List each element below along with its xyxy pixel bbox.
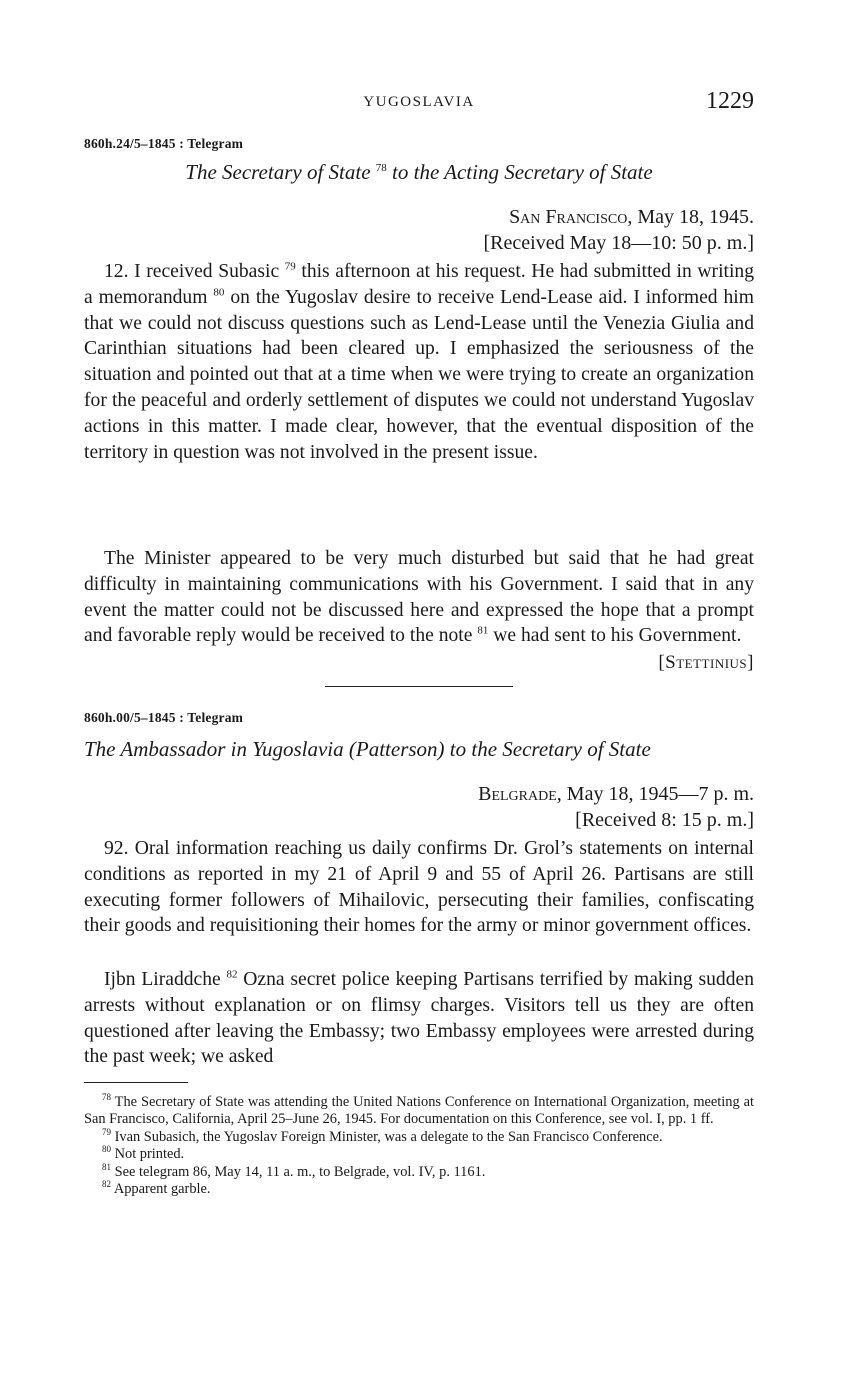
doc1-dateline-place: San Francisco [509, 206, 628, 228]
footnote-ref-80[interactable]: 80 [213, 286, 225, 299]
footnote-number: 78 [102, 1092, 111, 1103]
doc1-p2-a: The Minister appeared to be very much disturbed but said that he had great difficulty in maintaining communications with his Government. I said that in any event the matter could not be discussed here and expressed the hope that a prompt and favorable reply would be received to the note [84, 548, 754, 647]
doc1-p1-c: on the Yugoslav desire to receive Lend-Lease aid. I informed him that we could not discuss questions such as Lend-Lease until the Venezia Giulia and Carinthian situations had been cleared up. I emphasized the seriousness of the situation and pointed out that at a time when we were trying to create an organization for the peaceful and orderly settlement of disputes we could not understand Yugoslav actions in this matter. I made clear, however, that the eventual disposition of the territory in question was not involved in the present issue. [84, 286, 754, 463]
doc2-p2-b: Ozna secret police keeping Partisans terrified by making sudden arrests without explanation or on flimsy charges. Visitors tell us they are often questioned after leaving the Embassy; two Embassy employees were arrested during the past week; we asked [84, 969, 754, 1068]
document-page [84, 0, 754, 1380]
footnote-number: 79 [102, 1127, 111, 1138]
footnote-text: See telegram 86, May 14, 11 a. m., to Belgrade, vol. IV, p. 1161. [114, 1163, 486, 1180]
doc2-title [84, 737, 754, 762]
footnote-text: Apparent garble. [113, 1181, 211, 1198]
doc1-title [84, 160, 754, 185]
doc1-p2-b: we had sent to his Government. [493, 625, 742, 647]
footnote-number: 81 [102, 1161, 111, 1172]
footnote-text: The Secretary of State was attending the United Nations Conference on International Organization, meeting at San Francisco, California, April 25–June 26, 1945. For documentation on this Conference, see vol. I, pp. 1 ff. [84, 1094, 754, 1128]
footnote-ref-82[interactable]: 82 [226, 968, 238, 981]
footnote-text: Not printed. [114, 1146, 185, 1163]
footnote-text: Ivan Subasich, the Yugoslav Foreign Minister, was a delegate to the San Francisco Conference. [114, 1128, 663, 1145]
doc2-p2-a: Ijbn Liraddche [104, 969, 221, 990]
footnote-rule [84, 1082, 188, 1083]
footnotes [84, 1094, 754, 1198]
doc2-dateline-date: , May 18, 1945—7 p. m. [556, 783, 754, 805]
doc1-received: [Received May 18—10: 50 p. m.] [483, 232, 754, 254]
doc1-paragraph-1 [84, 259, 754, 465]
doc2-dateline [478, 781, 754, 833]
footnote-78 [84, 1094, 754, 1129]
doc2-file-reference: 860h.00/5–1845 : Telegram [84, 710, 244, 725]
footnote-81 [84, 1161, 754, 1181]
page-number: 1229 [706, 88, 754, 114]
doc2-title-paren: (Patterson) [348, 737, 445, 761]
section-divider [325, 686, 513, 687]
footnote-82 [84, 1181, 754, 1198]
doc1-dateline-date: , May 18, 1945. [627, 206, 754, 228]
doc1-title-b: to the Acting Secretary of State [392, 160, 653, 184]
page-header [84, 88, 754, 118]
doc2-paragraph-1: 92. Oral information reaching us daily confirms Dr. Grol’s statements on internal conditions as reported in my 21 of April 9 and 55 of April 26. Partisans are still executing former followers of Mihailovic, persecuting their families, confiscating their goods and requisitioning their homes for the army or minor government offices. [84, 838, 754, 937]
doc1-paragraph-2 [84, 546, 754, 649]
footnote-ref-79[interactable]: 79 [284, 260, 296, 273]
footnote-ref-81[interactable]: 81 [477, 624, 489, 637]
doc1-p1-b: this afternoon at his request. He had submitted in writing a memorandum [84, 261, 754, 308]
doc2-paragraph-2 [84, 967, 754, 1070]
doc1-title-a: The Secretary of State [185, 160, 371, 184]
doc1-p1-a: 12. I received Subasic [104, 261, 280, 282]
doc1-file-reference: 860h.24/5–1845 : Telegram [84, 136, 244, 151]
footnote-ref-78[interactable]: 78 [375, 162, 387, 174]
doc2-title-a: The Ambassador in Yugoslavia [84, 737, 344, 761]
doc1-signature: [Stettinius] [658, 652, 754, 673]
doc1-dateline [484, 204, 755, 256]
footnote-number: 82 [102, 1179, 111, 1190]
running-head: YUGOSLAVIA [363, 94, 475, 110]
doc2-title-b: to the Secretary of State [449, 737, 651, 761]
footnote-number: 80 [102, 1144, 111, 1155]
doc2-dateline-place: Belgrade [478, 783, 557, 805]
footnote-80 [84, 1146, 754, 1163]
footnote-79 [84, 1129, 754, 1146]
doc2-received: [Received 8: 15 p. m.] [575, 809, 754, 831]
